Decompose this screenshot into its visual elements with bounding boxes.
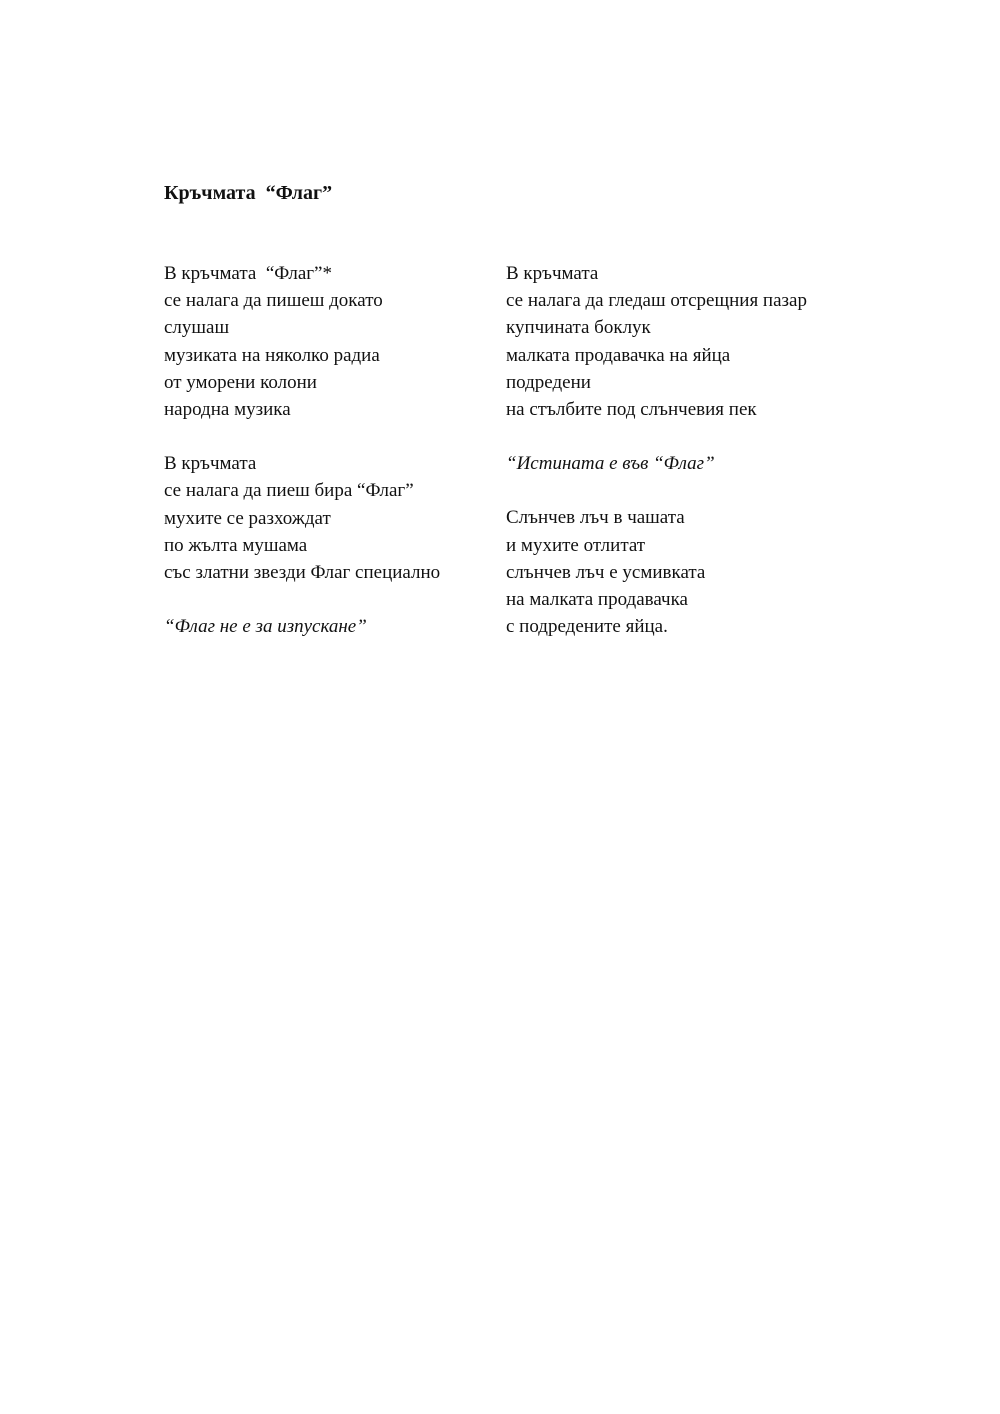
right-stanza-1: [506, 260, 886, 423]
poem-line: на стълбите под слънчевия пек: [506, 398, 757, 420]
poem-line: на малката продавачка: [506, 588, 688, 610]
poem-line: и мухите отлитат: [506, 534, 646, 556]
right-quote-stanza: [506, 450, 886, 477]
left-stanza-1: [164, 260, 504, 423]
poem-title: Кръчмата “Флаг”: [164, 182, 333, 204]
poem-line: В кръчмата: [506, 263, 599, 284]
poem-line: с подредените яйца.: [506, 616, 668, 638]
poem-line: народна музика: [164, 398, 291, 420]
left-quote: “Флаг не е за изпускане”: [164, 616, 367, 638]
poem-line: се налага да гледаш отсрещния пазар: [506, 290, 807, 312]
poem-line: по жълта мушама: [164, 534, 308, 556]
poem-line: малката продавачка на яйца: [506, 344, 731, 366]
poem-line: слънчев лъч е усмивката: [506, 561, 706, 583]
left-stanza-2: [164, 450, 504, 586]
poem-line: от уморени колони: [164, 371, 317, 393]
right-stanza-2: [506, 504, 886, 640]
poem-line: В кръчмата: [164, 453, 257, 475]
poem-line: се налага да пишеш докато: [164, 290, 383, 312]
poem-line: слушаш: [164, 317, 230, 339]
poem-line: със златни звезди Флаг специално: [164, 561, 441, 583]
poem-line: мухите се разхождат: [164, 507, 331, 529]
right-column: [506, 260, 886, 667]
poem-line: подредени: [506, 371, 591, 393]
poem-line: купчината боклук: [506, 317, 651, 339]
poem-line: В кръчмата “Флаг”*: [164, 263, 332, 284]
right-quote: “Истината е във “Флаг”: [506, 453, 715, 475]
left-column: [164, 260, 504, 667]
left-quote-stanza: [164, 613, 504, 640]
poem-line: Слънчев лъч в чашата: [506, 507, 685, 529]
poem-line: музиката на няколко радиа: [164, 344, 380, 366]
poem-line: се налага да пиеш бира “Флаг”: [164, 480, 414, 502]
